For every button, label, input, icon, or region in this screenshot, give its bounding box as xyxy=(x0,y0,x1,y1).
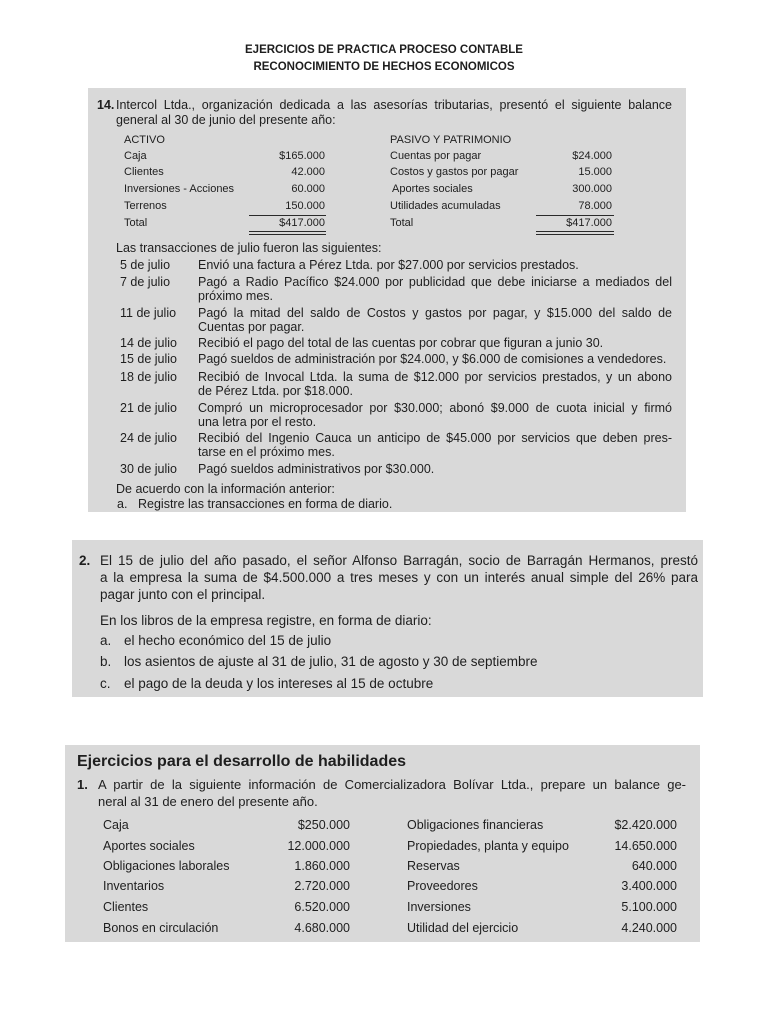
assets-total-value: $417.000 xyxy=(279,217,325,229)
task-marker: c. xyxy=(100,676,111,691)
account-label: Propiedades, planta y equipo xyxy=(407,839,569,853)
asset-value: $165.000 xyxy=(279,150,325,162)
transaction-text-line: una letra por el resto. xyxy=(198,415,317,429)
task-text: el pago de la deuda y los intereses al 15 de octubre xyxy=(124,676,434,691)
transaction-date: 18 de julio xyxy=(120,370,177,384)
transaction-text-line: Recibió el pago del total de las cuentas por cobrar que figuran a junio 30. xyxy=(198,336,604,350)
account-label: Obligaciones laborales xyxy=(103,859,230,873)
exercise-14-box xyxy=(88,88,686,512)
liability-label: Aportes sociales xyxy=(392,183,473,195)
exercise-statement-line: pagar junto con el principal. xyxy=(100,587,266,602)
transaction-text-line: Compró un microprocesador por $30.000; abonó $9.000 de cuota inicial y firmó xyxy=(198,401,672,415)
document-title: EJERCICIOS DE PRACTICA PROCESO CONTABLE xyxy=(245,44,523,56)
assets-total-double-rule xyxy=(249,231,326,235)
task-marker: a. xyxy=(100,633,112,648)
transaction-text-line: Pagó la mitad del saldo de Costos y gastos por pagar, y $15.000 del saldo de xyxy=(198,306,672,320)
exercise-statement-line: El 15 de julio del año pasado, el señor Alfonso Barragán, socio de Barragán Hermanos, prestó xyxy=(100,553,698,568)
account-value: $250.000 xyxy=(297,818,350,832)
liability-value: 78.000 xyxy=(578,200,612,212)
account-label: Obligaciones financieras xyxy=(407,818,544,832)
exercise-statement-line: neral al 31 de enero del presente año. xyxy=(98,794,318,809)
section-heading: Ejercicios para el desarrollo de habilidades xyxy=(77,753,407,770)
transaction-text-line: tarse en el próximo mes. xyxy=(198,445,335,459)
asset-label: Clientes xyxy=(124,166,164,178)
liabilities-subtotal-rule xyxy=(536,215,614,216)
asset-label: Inversiones - Acciones xyxy=(124,183,235,195)
exercise-statement-line: A partir de la siguiente información de Comercializadora Bolívar Ltda., prepare un balance ge- xyxy=(98,777,686,792)
liability-value: 300.000 xyxy=(572,183,612,195)
transaction-text-line: Recibió del Ingenio Cauca un anticipo de $45.000 por servicios que deben pres- xyxy=(198,431,672,445)
account-value: $2.420.000 xyxy=(614,818,677,832)
transaction-text-line: Recibió de Invocal Ltda. la suma de $12.000 por servicios prestados, y un abono xyxy=(198,370,672,384)
transaction-date: 14 de julio xyxy=(120,336,177,350)
account-value: 4.680.000 xyxy=(294,921,350,935)
transaction-date: 15 de julio xyxy=(120,352,177,366)
liability-label: Costos y gastos por pagar xyxy=(390,166,519,178)
exercise-number: 2. xyxy=(79,553,91,568)
exercise-statement-line: a la empresa la suma de $4.500.000 a tres meses y con un interés anual simple del 26% para xyxy=(100,570,698,585)
document-subtitle: RECONOCIMIENTO DE HECHOS ECONOMICOS xyxy=(253,61,515,73)
account-value: 14.650.000 xyxy=(614,839,677,853)
transaction-text-line: Pagó sueldos de administración por $24.000, y $6.000 de comisiones a vendedores. xyxy=(198,352,667,366)
transaction-date: 30 de julio xyxy=(120,462,177,476)
task-marker: b. xyxy=(100,654,112,669)
account-value: 5.100.000 xyxy=(621,900,677,914)
exercise-statement-line: Intercol Ltda., organización dedicada a las asesorías tributarias, presentó el siguiente balance xyxy=(116,98,672,112)
transaction-date: 21 de julio xyxy=(120,401,177,415)
exercise-2-box xyxy=(72,540,703,697)
asset-label: Caja xyxy=(124,150,147,162)
transaction-date: 7 de julio xyxy=(120,275,171,289)
task-marker: a. xyxy=(117,497,128,511)
exercise-statement-line: general al 30 de junio del presente año: xyxy=(116,113,336,127)
liability-label: Utilidades acumuladas xyxy=(390,200,501,212)
liabilities-total-label: Total xyxy=(390,217,414,229)
liabilities-total-double-rule xyxy=(536,231,614,235)
exercise-number: 1. xyxy=(77,777,88,792)
transaction-date: 5 de julio xyxy=(120,258,171,272)
transaction-text-line: Envió una factura a Pérez Ltda. por $27.000 por servicios prestados. xyxy=(198,258,579,272)
account-value: 2.720.000 xyxy=(294,879,350,893)
asset-label: Terrenos xyxy=(124,200,167,212)
account-label: Proveedores xyxy=(407,879,478,893)
account-label: Caja xyxy=(103,818,129,832)
transaction-text-line: Pagó a Radio Pacífico $24.000 por publicidad que debe iniciarse a mediados del xyxy=(198,275,672,289)
assets-total-label: Total xyxy=(124,217,148,229)
transactions-intro: Las transacciones de julio fueron las siguientes: xyxy=(116,241,382,255)
assets-heading: ACTIVO xyxy=(124,134,165,146)
liability-value: $24.000 xyxy=(572,150,612,162)
liability-label: Cuentas por pagar xyxy=(390,150,482,162)
task-text: los asientos de ajuste al 31 de julio, 31 de agosto y 30 de septiembre xyxy=(124,654,538,669)
transaction-text-line: de Pérez Ltda. por $18.000. xyxy=(198,384,353,398)
transaction-text-line: próximo mes. xyxy=(198,289,274,303)
account-label: Bonos en circulación xyxy=(103,921,219,935)
instructions-intro: De acuerdo con la información anterior: xyxy=(116,482,335,496)
transaction-text-line: Cuentas por pagar. xyxy=(198,320,305,334)
task-text: Registre las transacciones en forma de diario. xyxy=(138,497,393,511)
account-label: Reservas xyxy=(407,859,460,873)
transaction-date: 11 de julio xyxy=(120,306,177,320)
liabilities-equity-heading: PASIVO Y PATRIMONIO xyxy=(390,134,512,146)
account-label: Inventarios xyxy=(103,879,165,893)
account-value: 12.000.000 xyxy=(287,839,350,853)
account-label: Inversiones xyxy=(407,900,471,914)
asset-value: 60.000 xyxy=(291,183,325,195)
account-value: 1.860.000 xyxy=(294,859,350,873)
task-text: el hecho económico del 15 de julio xyxy=(124,633,332,648)
account-label: Utilidad del ejercicio xyxy=(407,921,519,935)
asset-value: 42.000 xyxy=(291,166,325,178)
skills-exercises-box xyxy=(65,745,700,942)
transaction-date: 24 de julio xyxy=(120,431,177,445)
instructions-intro: En los libros de la empresa registre, en forma de diario: xyxy=(100,613,432,628)
liability-value: 15.000 xyxy=(578,166,612,178)
liabilities-total-value: $417.000 xyxy=(566,217,612,229)
account-value: 6.520.000 xyxy=(294,900,350,914)
transaction-text-line: Pagó sueldos administrativos por $30.000. xyxy=(198,462,435,476)
account-label: Clientes xyxy=(103,900,149,914)
account-value: 4.240.000 xyxy=(621,921,677,935)
assets-subtotal-rule xyxy=(249,215,326,216)
asset-value: 150.000 xyxy=(285,200,325,212)
exercise-number: 14. xyxy=(97,98,115,112)
account-value: 640.000 xyxy=(631,859,677,873)
account-label: Aportes sociales xyxy=(103,839,195,853)
account-value: 3.400.000 xyxy=(621,879,677,893)
